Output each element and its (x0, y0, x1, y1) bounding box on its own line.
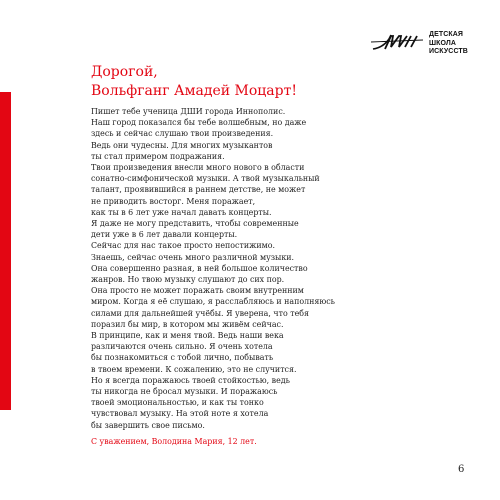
letter-body (91, 106, 335, 431)
letter-heading (91, 63, 297, 101)
letter-body-line: ты никогда не бросал музыки. И поражаюсь (91, 387, 278, 397)
letter-signature: С уважением, Володина Мария, 12 лет. (91, 437, 257, 446)
letter-body-line: Сейчас для нас такое просто непостижимо. (91, 241, 275, 251)
letter-body-line: Твои произведения внесли много нового в области (91, 163, 305, 173)
letter-body-line: Я даже не могу представить, чтобы современные (91, 219, 299, 229)
letter-body-line: миром. Когда я её слушаю, я расслабляюсь и наполняюсь (91, 297, 335, 307)
letter-body-line: талант, проявившийся в раннем детстве, не может (91, 185, 306, 195)
letter-body-line: бы завершить свое письмо. (91, 420, 205, 430)
letter-body-line: Она совершенно разная, в ней большое количество (91, 263, 308, 273)
letter-body-line: Наш город показался бы тебе волшебным, но даже (91, 118, 307, 128)
red-accent-bar (0, 92, 11, 410)
heading-line-1: Дорогой, (91, 64, 158, 80)
letter-body-line: различаются очень сильно. Я очень хотела (91, 342, 273, 352)
letter-body-line: жанров. Но твою музыку слушают до сих пор. (91, 275, 285, 285)
letter-body-line: Ведь они чудесны. Для многих музыкантов (91, 140, 273, 150)
letter-body-line: бы познакомиться с тобой лично, побывать (91, 353, 274, 363)
logo-line-3: ИСКУССТВ (429, 48, 468, 55)
letter-body-line: дети уже в 6 лет давали концерты. (91, 230, 238, 240)
letter-body-line: В принципе, как и меня твой. Ведь наши века (91, 331, 284, 341)
letter-body-line: здесь и сейчас слушаю твои произведения. (91, 129, 274, 139)
dshi-logo-mark-icon (371, 33, 426, 51)
letter-body-line: Она просто не может поражать своим внутренним (91, 286, 304, 296)
letter-body-line: в твоем времени. К сожалению, это не случится. (91, 364, 297, 374)
letter-body-line: Но я всегда поражаюсь твоей стойкостью, ведь (91, 375, 290, 385)
letter-body-line: поразил бы мир, в котором мы живём сейчас. (91, 319, 284, 329)
logo-text (429, 31, 468, 57)
letter-body-line: ты стал примером подражания. (91, 151, 225, 161)
heading-line-2: Вольфганг Амадей Моцарт! (91, 83, 297, 99)
letter-body-line: твоей эмоциональностью, и как ты тонко (91, 398, 264, 408)
letter-body-line: не приводить восторг. Меня поражает, (91, 196, 256, 206)
logo-line-1: ДЕТСКАЯ (429, 31, 464, 38)
letter-body-line: чувствовал музыку. На этой ноте я хотела (91, 409, 269, 419)
letter-body-line: как ты в 6 лет уже начал давать концерты. (91, 207, 272, 217)
letter-body-line: сонатно-симфонической музыки. А твой музыкальный (91, 174, 320, 184)
letter-body-line: Пишет тебе ученица ДШИ города Иннополис. (91, 107, 286, 116)
letter-body-line: силами для дальнейшей учёбы. Я уверена, что тебя (91, 308, 310, 318)
page-number: 6 (458, 464, 465, 475)
logo-line-2: ШКОЛА (429, 39, 457, 47)
letter-body-line: Знаешь, сейчас очень много различной музыки. (91, 252, 295, 262)
